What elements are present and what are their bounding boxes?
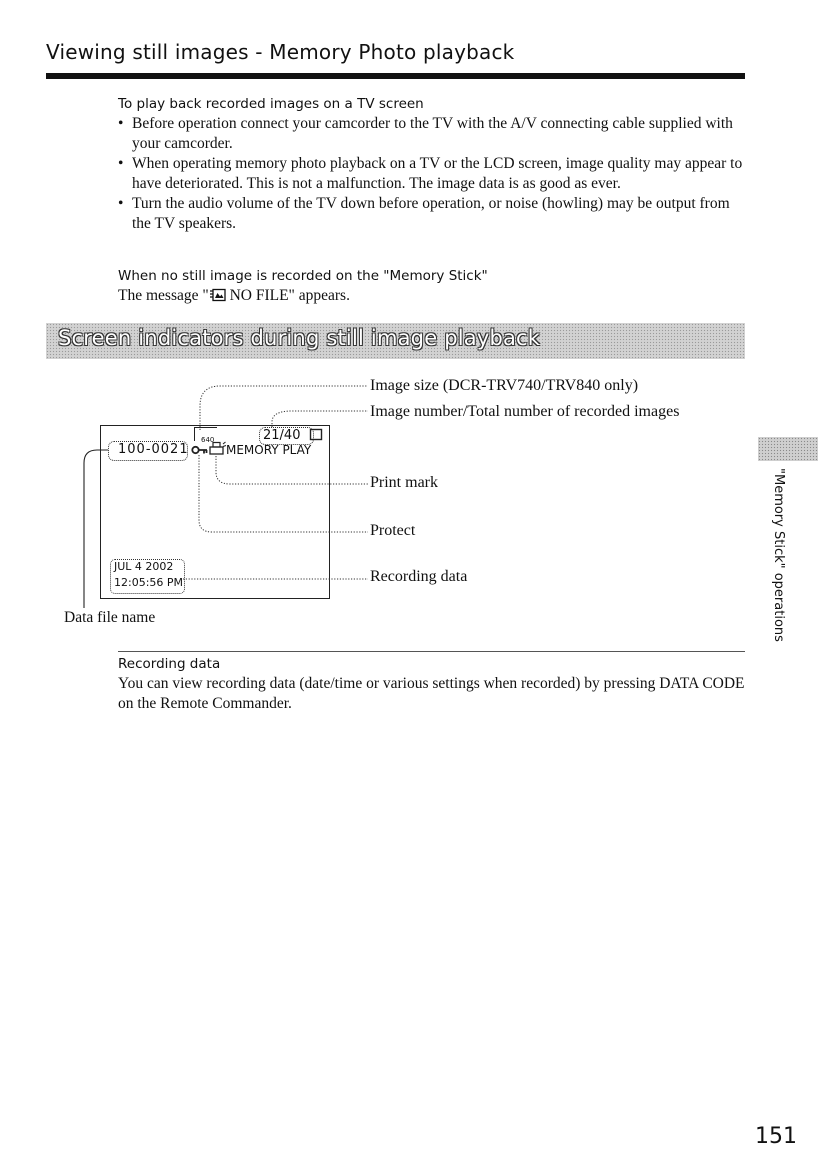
time-text: 12:05:56 PM (114, 576, 184, 589)
no-image-section (118, 268, 748, 308)
bullet-symbol: • (118, 155, 124, 172)
no-image-text-after: NO FILE" appears. (225, 287, 350, 304)
mode-text: MEMORY PLAY (226, 443, 312, 457)
protect-icon (191, 444, 208, 459)
no-image-message (118, 286, 748, 308)
tv-bullet-1-text: Before operation connect your camcorder to the TV with the A/V connecting cable supplied with your camcorder. (132, 115, 733, 152)
print-mark-icon (208, 441, 227, 459)
file-name-text: 100-0021 (118, 442, 189, 457)
callout-image-number: Image number/Total number of recorded images (370, 403, 680, 420)
section-title: Screen indicators during still image playback (58, 326, 541, 350)
page-title: Viewing still images - Memory Photo playback (46, 40, 515, 64)
callout-image-size: Image size (DCR-TRV740/TRV840 only) (370, 377, 639, 394)
date-text: JUL 4 2002 (114, 560, 174, 573)
title-rule (46, 73, 745, 79)
tv-bullet-3-text: Turn the audio volume of the TV down before operation, or noise (howling) may be output from the TV speakers. (132, 195, 730, 232)
recording-data-rule (118, 651, 745, 652)
image-count-text: 21/40 (263, 428, 301, 443)
side-tab-label: "Memory Stick" operations (771, 468, 786, 642)
tv-section-heading: To play back recorded images on a TV screen (118, 96, 424, 112)
recording-data-section (118, 656, 748, 714)
callout-print-mark: Print mark (370, 474, 438, 491)
tv-bullet-2 (118, 154, 748, 194)
memory-stick-icon (209, 288, 226, 308)
bullet-symbol: • (118, 195, 124, 212)
tv-bullet-3 (118, 194, 748, 234)
callout-protect: Protect (370, 522, 416, 539)
image-size-text: 640 (201, 436, 215, 444)
recording-data-text: You can view recording data (date/time or various settings when recorded) by pressing DATA CODE on the Remote Commander. (118, 675, 745, 712)
callout-recording-data: Recording data (370, 568, 468, 585)
side-tab-marker (758, 437, 818, 461)
page-number: 151 (755, 1124, 797, 1149)
callout-data-file-name: Data file name (64, 609, 156, 626)
tv-bullet-2-text: When operating memory photo playback on a TV or the LCD screen, image quality may appear to have deteriorated. This is not a malfunction. The image data is as good as ever. (132, 155, 743, 192)
no-image-heading: When no still image is recorded on the "Memory Stick" (118, 268, 488, 284)
recording-data-heading: Recording data (118, 656, 221, 672)
no-image-text-before: The message " (118, 287, 209, 304)
tv-section (118, 96, 748, 234)
bullet-symbol: • (118, 115, 124, 132)
memory-stick-icon (309, 428, 323, 444)
tv-bullet-1 (118, 114, 748, 154)
